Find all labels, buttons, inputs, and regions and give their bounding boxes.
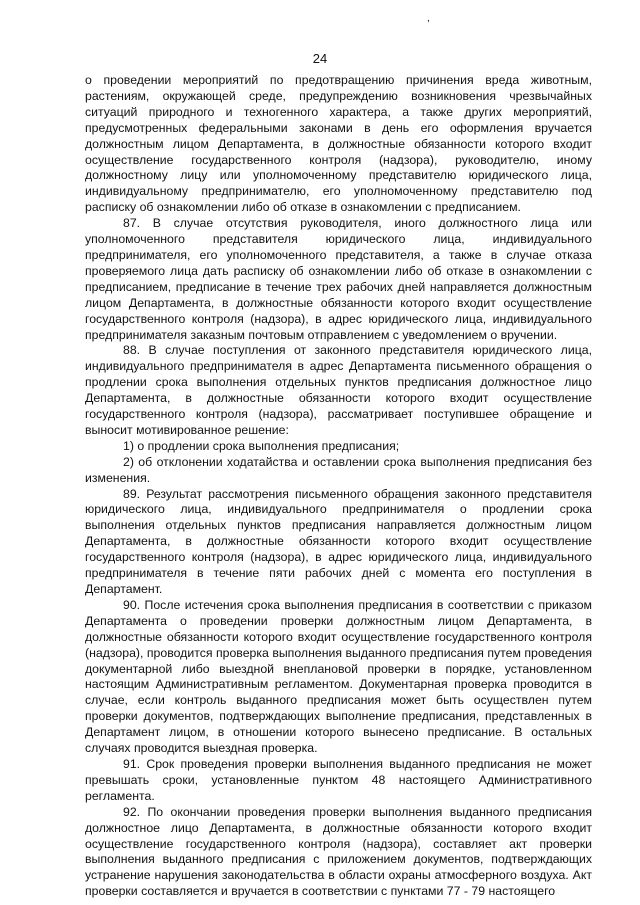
body-text bbox=[85, 73, 592, 900]
list-item-1: 1) о продлении срока выполнения предписания; bbox=[123, 438, 400, 453]
scan-mark: , bbox=[427, 13, 430, 24]
paragraph-continuation: о проведении мероприятий по предотвращению причинения вреда животным, растениям, окружающей среде, предупреждению возникновения чрезвычайных ситуаций природного и техногенного характера, а также других мероприятий, предусмотренных федеральными законами в день его оформления вручается должностным лицом Департамента, в должностные обязанности которого входит осуществление государственного контроля (надзора), руководителю, иному должностному лицу или уполномоченному представителю юридического лица, индивидуальному предпринимателю, его уполномоченному представителю под расписку об ознакомлении либо об отказе в ознакомлении с предписанием. bbox=[85, 73, 592, 215]
paragraph-87: 87. В случае отсутствия руководителя, иного должностного лица или уполномоченного представителя юридического лица, индивидуального предпринимателя, его уполномоченного представителя, а также в случае отказа проверяемого лица дать расписку об ознакомлении либо об отказе в ознакомлении с предписанием, предписание в течение трех рабочих дней направляется должностным лицом Департамента, в должностные обязанности которого входит осуществление государственного контроля (надзора), в адрес юридического лица, индивидуального предпринимателя заказным почтовым отправлением с уведомлением о вручении. bbox=[85, 216, 592, 342]
paragraph-92: 92. По окончании проведения проверки выполнения выданного предписания должностное лицо Департамента, в должностные обязанности которого входит осуществление государственного контроля (надзора), составляет акт проверки выполнения выданного предписания с приложением документов, подтверждающих устранение нарушения законодательства в области охраны атмосферного воздуха. Акт проверки составляется и вручается в соответствии с пунктами 77 - 79 настоящего bbox=[85, 804, 592, 899]
page-number: 24 bbox=[312, 51, 328, 66]
paragraph-89: 89. Результат рассмотрения письменного обращения законного представителя юридического лица, индивидуального предпринимателя о продлении срока выполнения отдельных пунктов предписания направляется должностным лицом Департамента, в должностные обязанности которого входит осуществление государственного контроля (надзора), в адрес юридического лица, индивидуального предпринимателя в течение пяти рабочих дней с момента его поступления в Департамент. bbox=[85, 486, 592, 596]
list-item-2: 2) об отклонении ходатайства и оставлении срока выполнения предписания без изменения. bbox=[85, 454, 592, 485]
paragraph-88: 88. В случае поступления от законного представителя юридического лица, индивидуального предпринимателя в адрес Департамента письменного обращения о продлении срока выполнения отдельных пунктов предписания должностное лицо Департамента, в должностные обязанности которого входит осуществление государственного контроля (надзора), рассматривает поступившее обращение и выносит мотивированное решение: bbox=[85, 343, 592, 437]
paragraph-91: 91. Срок проведения проверки выполнения выданного предписания не может превышать сроки, установленные пунктом 48 настоящего Административного регламента. bbox=[85, 756, 592, 803]
paragraph-90: 90. После истечения срока выполнения предписания в соответствии с приказом Департамента о проведении проверки должностным лицом Департамента, в должностные обязанности которого входит осуществление государственного контроля (надзора), проводится проверка выполнения выданного предписания путем проведения документарной либо выездной внеплановой проверки в порядке, установленном настоящим Административным регламентом. Документарная проверка проводится в случае, если контроль выданного предписания может быть осуществлен путем проверки документов, подтверждающих выполнение предписания, представленных в Департамент лицом, в отношении которого вынесено предписание. В остальных случаях проводится выездная проверка. bbox=[85, 597, 592, 756]
